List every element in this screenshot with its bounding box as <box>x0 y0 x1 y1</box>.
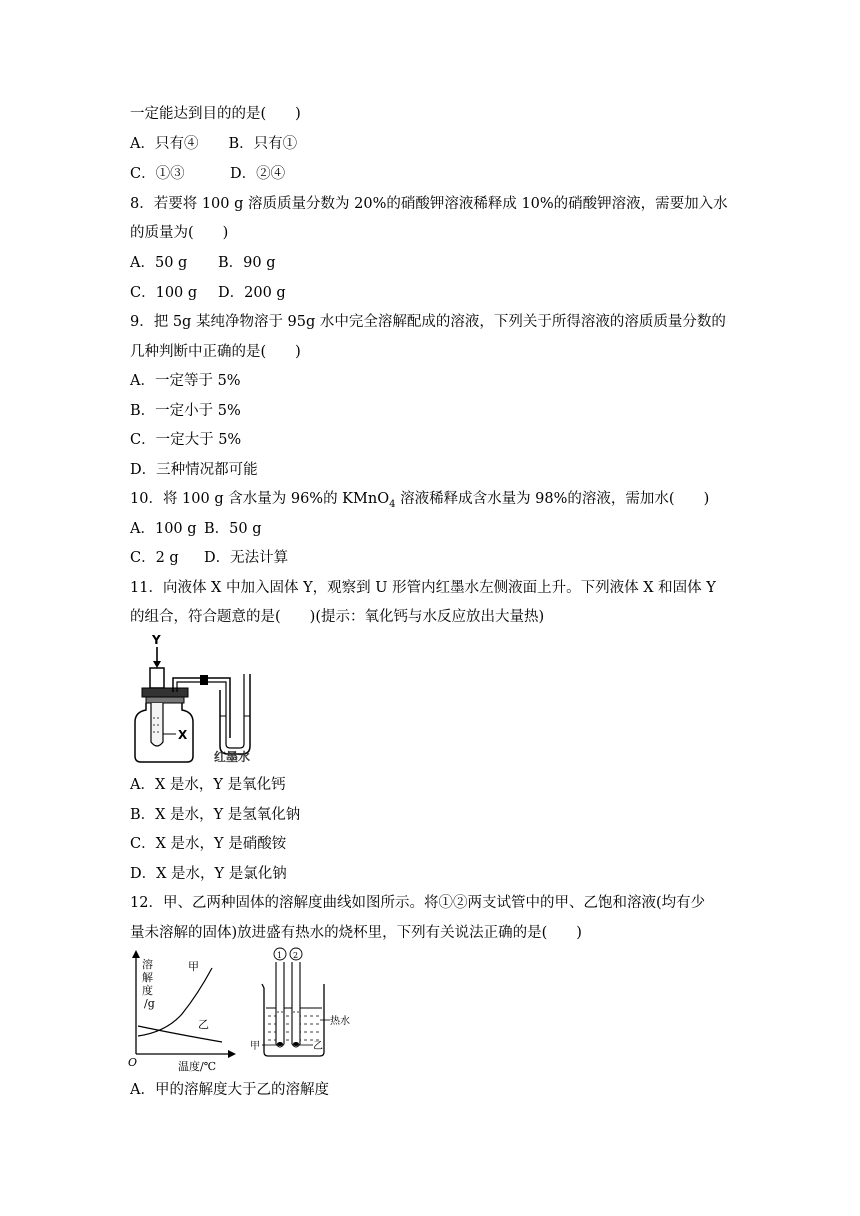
q12-curve-label-yi: 乙 <box>198 1018 209 1031</box>
q8-options-row2 <box>130 283 286 303</box>
q11-label-ink: 红墨水 <box>214 750 251 764</box>
q12-ylabel-1: 溶 <box>142 958 153 971</box>
q10-option-c: C．2 g <box>130 550 179 566</box>
q7-options-row1 <box>130 134 297 154</box>
q8-line2: 的质量为( ) <box>130 225 229 241</box>
q12-curve-label-jia: 甲 <box>188 960 199 973</box>
q12-beaker-label-jia: 甲 <box>250 1041 260 1052</box>
q12-beaker-label-yi: 乙 <box>313 1041 323 1052</box>
q11-line1: 11．向液体 X 中加入固体 Y，观察到 U 形管内红墨水左侧液面上升。下列液体 X 和固体 Y <box>130 580 716 596</box>
q10-options-row1 <box>130 519 262 539</box>
q12-ylabel-4: /g <box>144 997 155 1010</box>
q11-label-x: X <box>178 728 188 742</box>
q10-line1 <box>130 489 709 515</box>
q9-line1: 9．把 5g 某纯净物溶于 95g 水中完全溶解配成的溶液，下列关于所得溶液的溶质质量分数的 <box>130 314 726 330</box>
q9-option-a: A．一定等于 5% <box>130 373 241 389</box>
q10-option-b: B．50 g <box>204 521 262 537</box>
q7-stem-tail: 一定能达到目的的是( ) <box>130 106 301 122</box>
q10-options-row2 <box>130 548 288 568</box>
q12-ylabel-2: 解 <box>142 971 153 984</box>
q11-option-b: B．X 是水，Y 是氢氧化钠 <box>130 807 301 823</box>
q9-option-c: C．一定大于 5% <box>130 432 242 448</box>
svg-text:1: 1 <box>277 951 283 960</box>
q11-option-d: D．X 是水，Y 是氯化钠 <box>130 866 287 882</box>
q12-ylabel-3: 度 <box>142 984 153 997</box>
q9-line2: 几种判断中正确的是( ) <box>130 344 301 360</box>
q12-origin-label: O <box>128 1056 138 1069</box>
q10-option-d: D．无法计算 <box>204 550 289 566</box>
q8-options-row1 <box>130 253 276 273</box>
q12-solubility-graph <box>126 948 238 1072</box>
q8-line1: 8．若要将 100 g 溶质质量分数为 20%的硝酸钾溶液稀释成 10%的硝酸钾溶液，需要加入水 <box>130 196 728 212</box>
q9-option-d: D．三种情况都可能 <box>130 462 258 478</box>
q7-option-d: D．②④ <box>230 166 286 182</box>
q12-beaker-figure <box>250 944 354 1068</box>
q7-option-b: B．只有① <box>228 136 298 152</box>
q8-option-b: B．90 g <box>218 255 276 271</box>
q11-option-c: C．X 是水，Y 是硝酸铵 <box>130 836 287 852</box>
q10-line1-pre: 10．将 100 g 含水量为 96%的 KMnO <box>130 491 390 507</box>
q11-label-y: Y <box>152 633 161 647</box>
q12-line2: 量未溶解的固体)放进盛有热水的烧杯里，下列有关说法正确的是( ) <box>130 925 582 941</box>
q9-option-b: B．一定小于 5% <box>130 403 241 419</box>
q12-option-a: A．甲的溶解度大于乙的溶解度 <box>130 1082 329 1098</box>
q8-option-c: C．100 g <box>130 285 198 301</box>
q10-option-a: A．100 g <box>130 521 197 537</box>
q7-option-a: A．只有④ <box>130 136 199 152</box>
svg-text:2: 2 <box>293 951 299 960</box>
q11-line2: 的组合，符合题意的是( )(提示：氧化钙与水反应放出大量热) <box>130 609 545 625</box>
q8-option-d: D．200 g <box>218 285 286 301</box>
q12-xlabel: 温度/℃ <box>178 1060 217 1072</box>
q10-line1-post: 溶液稀释成含水量为 98%的溶液，需加水( ) <box>395 491 710 507</box>
q12-curve-yi <box>138 1026 222 1042</box>
q11-apparatus-figure <box>130 630 270 766</box>
q10-subscript: 4 <box>389 498 396 510</box>
q7-option-c: C．①③ <box>130 166 185 182</box>
q8-option-a: A．50 g <box>130 255 188 271</box>
q7-options-row2 <box>130 164 285 184</box>
q12-hot-water-label: 热水 <box>330 1016 350 1027</box>
q12-line1: 12．甲、乙两种固体的溶解度曲线如图所示。将①②两支试管中的甲、乙饱和溶液(均有少 <box>130 895 706 911</box>
q11-option-a: A．X 是水，Y 是氧化钙 <box>130 777 286 793</box>
